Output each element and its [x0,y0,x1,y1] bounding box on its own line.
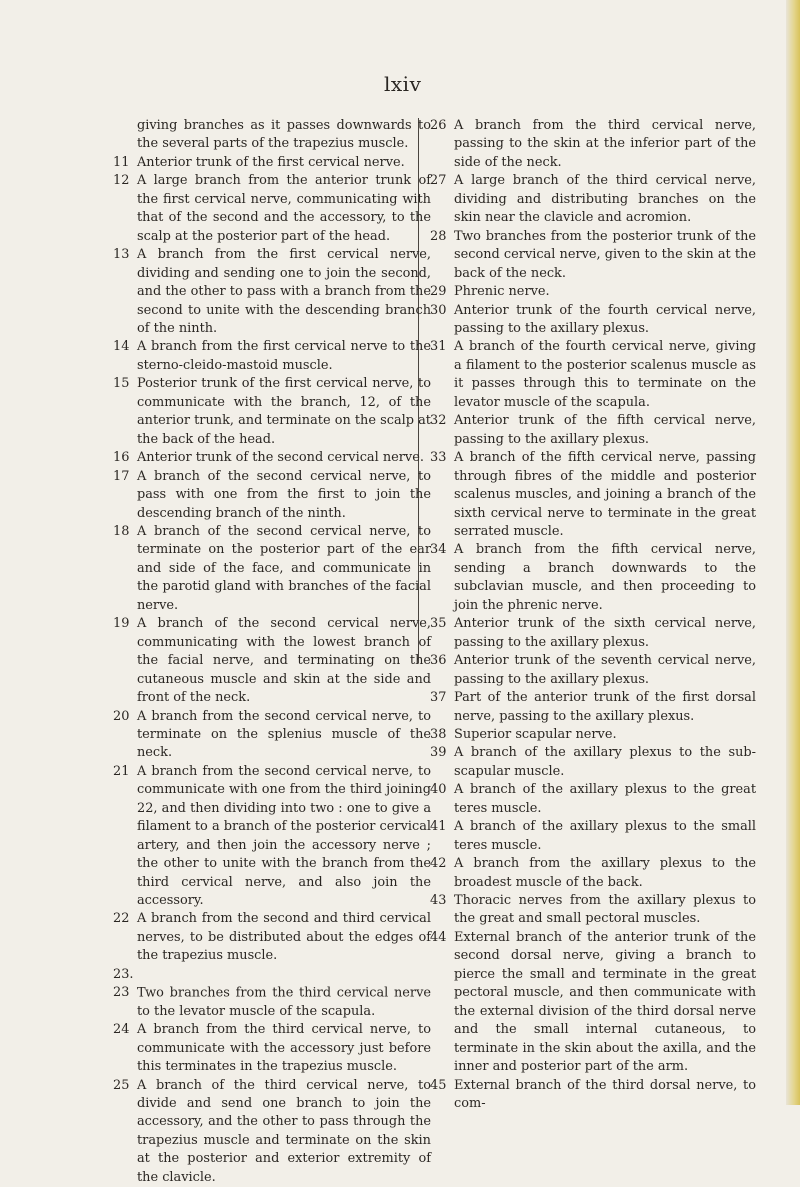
legend-entry [430,855,756,892]
entry-number: 11 [113,154,130,170]
entry-text: A branch from the third cervical nerve, to communicate with the accessory just before this terminates in the trapezius muscle. [137,1022,431,1075]
entry-number: 24 [113,1022,130,1038]
entry-number: 38 [430,726,447,742]
entry-text: A branch from the first cervical nerve to the sterno-cleido-mastoid muscle. [137,339,431,373]
legend-entry [430,781,756,818]
entry-number: 16 [113,450,130,466]
entry-text: Anterior trunk of the seventh cervical nerve, passing to the axillary plexus. [454,653,756,687]
entry-text: Anterior trunk of the fourth cervical nerve, passing to the axillary plexus. [454,302,756,336]
entry-number: 34 [430,542,447,558]
entry-text: Posterior trunk of the first cervical nerve, to communicate with the branch, 12, of the anterior trunk, and terminate on the scalp at the back of the head. [137,376,431,447]
entry-number: 33 [430,450,447,466]
entry-text: A branch from the second and third cervical nerves, to be distributed about the edges of the trapezius muscle. [137,911,431,964]
entry-number: 18 [113,523,130,539]
entry-number: 45 [430,1077,447,1093]
entry-text: Anterior trunk of the sixth cervical nerve, passing to the axillary plexus. [454,616,756,650]
legend-entry [430,689,756,726]
legend-entry [430,615,756,652]
entry-number: 31 [430,339,447,355]
entry-text: Anterior trunk of the fifth cervical nerve, passing to the axillary plexus. [454,413,756,447]
entry-text: A branch of the fifth cervical nerve, passing through fibres of the middle and posterior scalenus muscles, and joining a branch of the sixth cervical nerve to terminate in the great serrated muscle. [454,450,756,539]
entry-number: 36 [430,653,447,669]
legend-entry [113,966,431,1021]
entry-number: 23. 23 [113,966,134,1001]
legend-entry [430,302,756,339]
entry-text: A branch from the fifth cervical nerve, sending a branch downwards to the subclavian muscle, and then proceeding to join the phrenic nerve. [454,542,756,613]
entry-number: 17 [113,468,130,484]
entry-text: A branch of the second cervical nerve, to pass with one from the first to join the descending branch of the ninth. [137,468,431,521]
legend-entry [430,726,756,744]
page-edge [786,0,800,1105]
entry-text: A branch from the axillary plexus to the broadest muscle of the back. [454,856,756,890]
legend-entry [430,228,756,283]
entry-text: A branch of the axillary plexus to the great teres muscle. [454,782,756,816]
entry-text: A branch of the second cervical nerve, to terminate on the posterior part of the ear and side of the face, and communicate in the parotid gland with branches of the facial nerve. [137,523,431,613]
legend-entry [113,449,431,467]
legend-entry [430,541,756,615]
entry-number: 28 [430,228,447,244]
entry-number: 22 [113,911,130,927]
entry-text: Part of the anterior trunk of the first dorsal nerve, passing to the axillary plexus. [454,690,756,724]
legend-entry [113,523,431,615]
entry-text: A large branch from the anterior trunk of the first cervical nerve, communicating with that of the second and the accessory, to the scalp at the posterior part of the head. [137,173,431,244]
entry-text: Two branches from the posterior trunk of the second cervical nerve, given to the skin at the back of the neck. [454,228,756,281]
entry-text: A branch from the third cervical nerve, passing to the skin at the inferior part of the side of the neck. [454,118,756,170]
legend-entry [113,375,431,449]
legend-entry [113,708,431,763]
entry-number: 20 [113,708,130,724]
entry-text: A branch of the axillary plexus to the small teres muscle. [454,819,756,853]
entry-number: 29 [430,284,447,300]
legend-entry [430,283,756,301]
entry-text: Phrenic nerve. [454,284,550,300]
legend-entry [113,763,431,911]
entry-text: giving branches as it passes downwards to the several parts of the trapezius muscle. [137,118,431,152]
legend-entry [430,449,756,541]
legend-entry [430,818,756,855]
legend-entry [430,744,756,781]
entry-text: Anterior trunk of the first cervical nerve. [137,154,405,170]
legend-entry [113,117,431,154]
entry-number: 39 [430,745,447,761]
entry-text: A branch of the axillary plexus to the sub-scapular muscle. [454,745,756,779]
entry-number: 15 [113,376,130,392]
left-column [113,117,431,1187]
entry-text: Superior scapular nerve. [454,726,617,742]
entry-text: Two branches from the third cervical nerve to the levator muscle of the scapula. [137,985,431,1019]
entry-number: 27 [430,173,447,189]
entry-number: 21 [113,763,130,779]
legend-entry [113,338,431,375]
entry-text: Thoracic nerves from the axillary plexus to the great and small pectoral muscles. [454,893,756,927]
legend-entry [430,412,756,449]
entry-number: 37 [430,690,447,706]
legend-entry [113,154,431,172]
entry-text: A large branch of the third cervical nerve, dividing and distributing branches on the skin near the clavicle and acromion. [454,173,756,226]
entry-number: 25 [113,1077,130,1093]
legend-entry [430,172,756,227]
entry-number: 35 [430,616,447,632]
entry-text: A branch of the third cervical nerve, to divide and send one branch to join the accessory, and the other to pass through the trapezius muscle and terminate on the skin at the posterior and exterior extremity of the clavicle. [137,1077,431,1185]
entry-number: 32 [430,413,447,429]
legend-entry [113,615,431,707]
entry-number: 26 [430,118,447,133]
entry-text: A branch of the second cervical nerve, communicating with the lowest branch of the facial nerve, and terminating on the cutaneous muscle and skin at the side and front of the neck. [137,616,431,706]
entry-number: 19 [113,616,130,632]
legend-entry [113,1021,431,1076]
legend-entry [113,172,431,246]
entry-text: External branch of the anterior trunk of the second dorsal nerve, giving a branch to pierce the small and terminate in the great pectoral muscle, and then communicate with the external division of the third dorsal nerve and the small internal cutaneous, to terminate in the skin about the axilla, and the inner and posterior part of the arm. [454,929,756,1075]
legend-entry [113,910,431,965]
entry-text: A branch from the first cervical nerve, dividing and sending one to join the second, and the other to pass with a branch from the second to unite with the descending branch of the ninth. [137,247,431,336]
entry-text: External branch of the third dorsal nerve, to com- [454,1077,756,1112]
legend-entry [113,1077,431,1187]
entry-number: 14 [113,339,130,355]
legend-entry [430,1077,756,1114]
legend-entry [113,246,431,338]
entry-number: 12 [113,173,130,189]
legend-entry [113,468,431,523]
right-column [430,117,756,1113]
entry-number: 30 [430,302,447,318]
entry-text: A branch from the second cervical nerve, to terminate on the splenius muscle of the neck. [137,708,431,761]
legend-entry [430,652,756,689]
entry-text: A branch of the fourth cervical nerve, giving a filament to the posterior scalenus muscle as it passes through this to terminate on the levator muscle of the scapula. [454,339,756,410]
entry-number: 13 [113,247,130,263]
entry-number: 40 [430,782,447,798]
legend-entry [430,929,756,1077]
entry-number: 44 [430,929,447,945]
entry-text: Anterior trunk of the second cervical nerve. [137,450,424,466]
entry-number: 43 [430,893,447,909]
legend-entry [430,338,756,412]
legend-entry [430,892,756,929]
entry-number: 42 [430,856,447,872]
entry-text: A branch from the second cervical nerve, to communicate with one from the third joining 22, and then dividing into two : one to give a filament to a branch of the posterior cervical artery, and then join the accessory nerve ; the other to unite with the branch from the third cervical nerve, and also join the accessory. [137,763,431,909]
entry-number: 41 [430,819,447,835]
page-number: lxiv [384,72,422,96]
legend-entry [430,117,756,172]
